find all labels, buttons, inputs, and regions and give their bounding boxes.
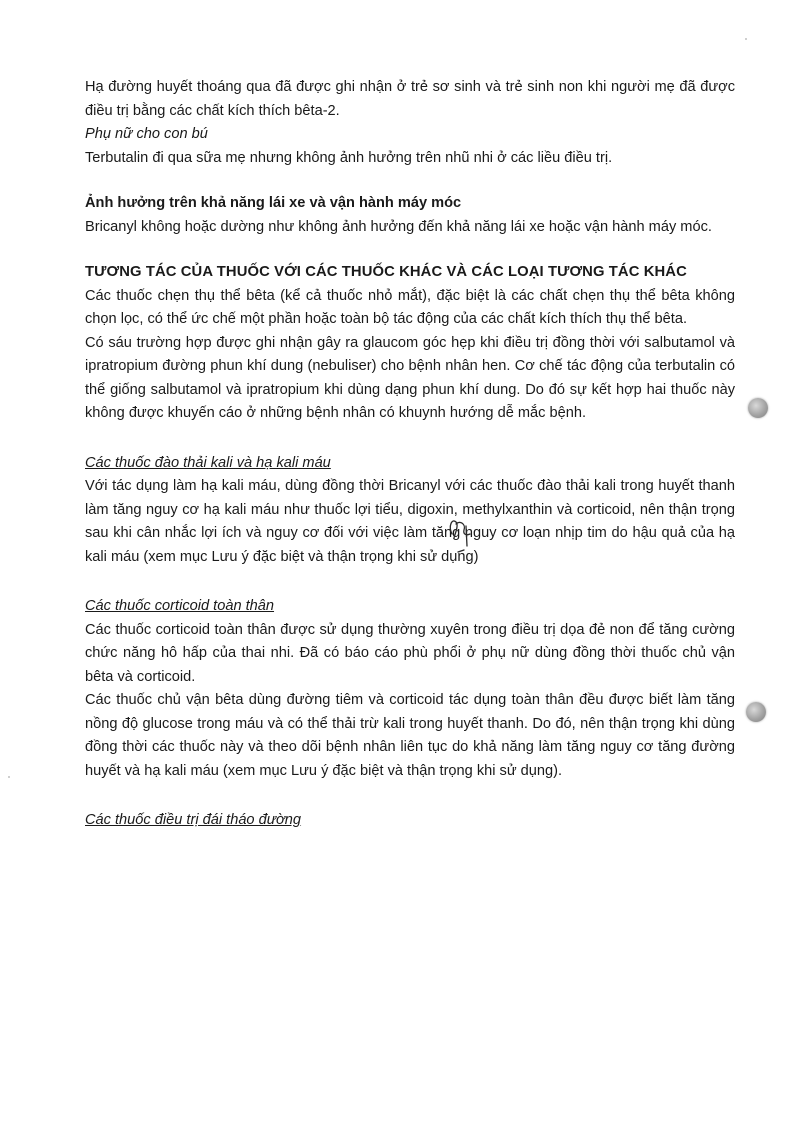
- scan-speck: [745, 38, 747, 40]
- corticoid-heading: Các thuốc corticoid toàn thân: [85, 598, 275, 614]
- intro-paragraph: Hạ đường huyết thoáng qua đã được ghi nhận ở trẻ sơ sinh và trẻ sinh non khi người mẹ đã được điều trị bằng các chất kích thích bêta-2.: [85, 79, 735, 119]
- interactions-heading: TƯƠNG TÁC CỦA THUỐC VỚI CÁC THUỐC KHÁC VÀ CÁC LOẠI TƯƠNG TÁC KHÁC: [85, 264, 687, 280]
- scan-speck: [8, 776, 10, 778]
- breastfeeding-paragraph: Terbutalin đi qua sữa mẹ nhưng không ảnh hưởng trên nhũ nhi ở các liều điều trị.: [85, 149, 613, 166]
- corticoid-paragraph-2: Các thuốc chủ vận bêta dùng đường tiêm và corticoid tác dụng toàn thân đều được biết làm tăng nồng độ glucose trong máu và có thể thải trừ kali trong huyết thanh. Do đó, nên thận trọng khi dùng đồng thời các thuốc này và theo dõi bệnh nhân liên tục do khả năng làm tăng nguy cơ tăng đường huyết và hạ kali máu (xem mục Lưu ý đặc biệt và thận trọng khi sử dụng).: [85, 692, 735, 779]
- handwritten-signature-icon: [444, 512, 478, 556]
- potassium-paragraph: Với tác dụng làm hạ kali máu, dùng đồng thời Bricanyl với các thuốc đào thải kali trong huyết thanh làm tăng nguy cơ hạ kali máu như thuốc lợi tiểu, digoxin, methylxanthin và corticoid, nên thận trọng sau khi cân nhắc lợi ích và nguy cơ đối với việc làm tăng nguy cơ loạn nhịp tim do hậu quả của hạ kali máu (xem mục Lưu ý đặc biệt và thận trọng khi sử dụng): [85, 478, 735, 565]
- punch-hole: [748, 398, 768, 418]
- driving-heading: Ảnh hưởng trên khả năng lái xe và vận hành máy móc: [85, 195, 462, 211]
- potassium-heading: Các thuốc đào thải kali và hạ kali máu: [85, 454, 331, 471]
- breastfeeding-subheading: Phụ nữ cho con bú: [85, 126, 208, 142]
- driving-paragraph: Bricanyl không hoặc dường như không ảnh hưởng đến khả năng lái xe hoặc vận hành máy móc.: [85, 218, 712, 235]
- interactions-paragraph-2: Có sáu trường hợp được ghi nhận gây ra glaucom góc hẹp khi điều trị đồng thời với salbutamol và ipratropium đường phun khí dung (nebuliser) cho bệnh nhân hen. Cơ chế tác động của terbutalin có thể giống salbutamol và ipratropium khi dùng dạng phun khí dung. Do đó sự kết hợp hai thuốc này không được khuyến cáo ở những bệnh nhân có khuynh hướng dễ mắc bệnh.: [85, 334, 735, 421]
- document-body: [85, 76, 735, 833]
- corticoid-paragraph-1: Các thuốc corticoid toàn thân được sử dụng thường xuyên trong điều trị dọa đẻ non để tăng cường chức năng hô hấp của thai nhi. Đã có báo cáo phù phổi ở phụ nữ dùng đồng thời thuốc chủ vận bêta và corticoid.: [85, 621, 735, 685]
- punch-hole: [746, 702, 766, 722]
- diabetes-heading: Các thuốc điều trị đái tháo đường: [85, 812, 302, 828]
- interactions-paragraph-1: Các thuốc chẹn thụ thể bêta (kể cả thuốc nhỏ mắt), đặc biệt là các chất chẹn thụ thể bêta không chọn lọc, có thể ức chế một phần hoặc toàn bộ tác động của các chất kích thích thụ thể bêta.: [85, 287, 735, 327]
